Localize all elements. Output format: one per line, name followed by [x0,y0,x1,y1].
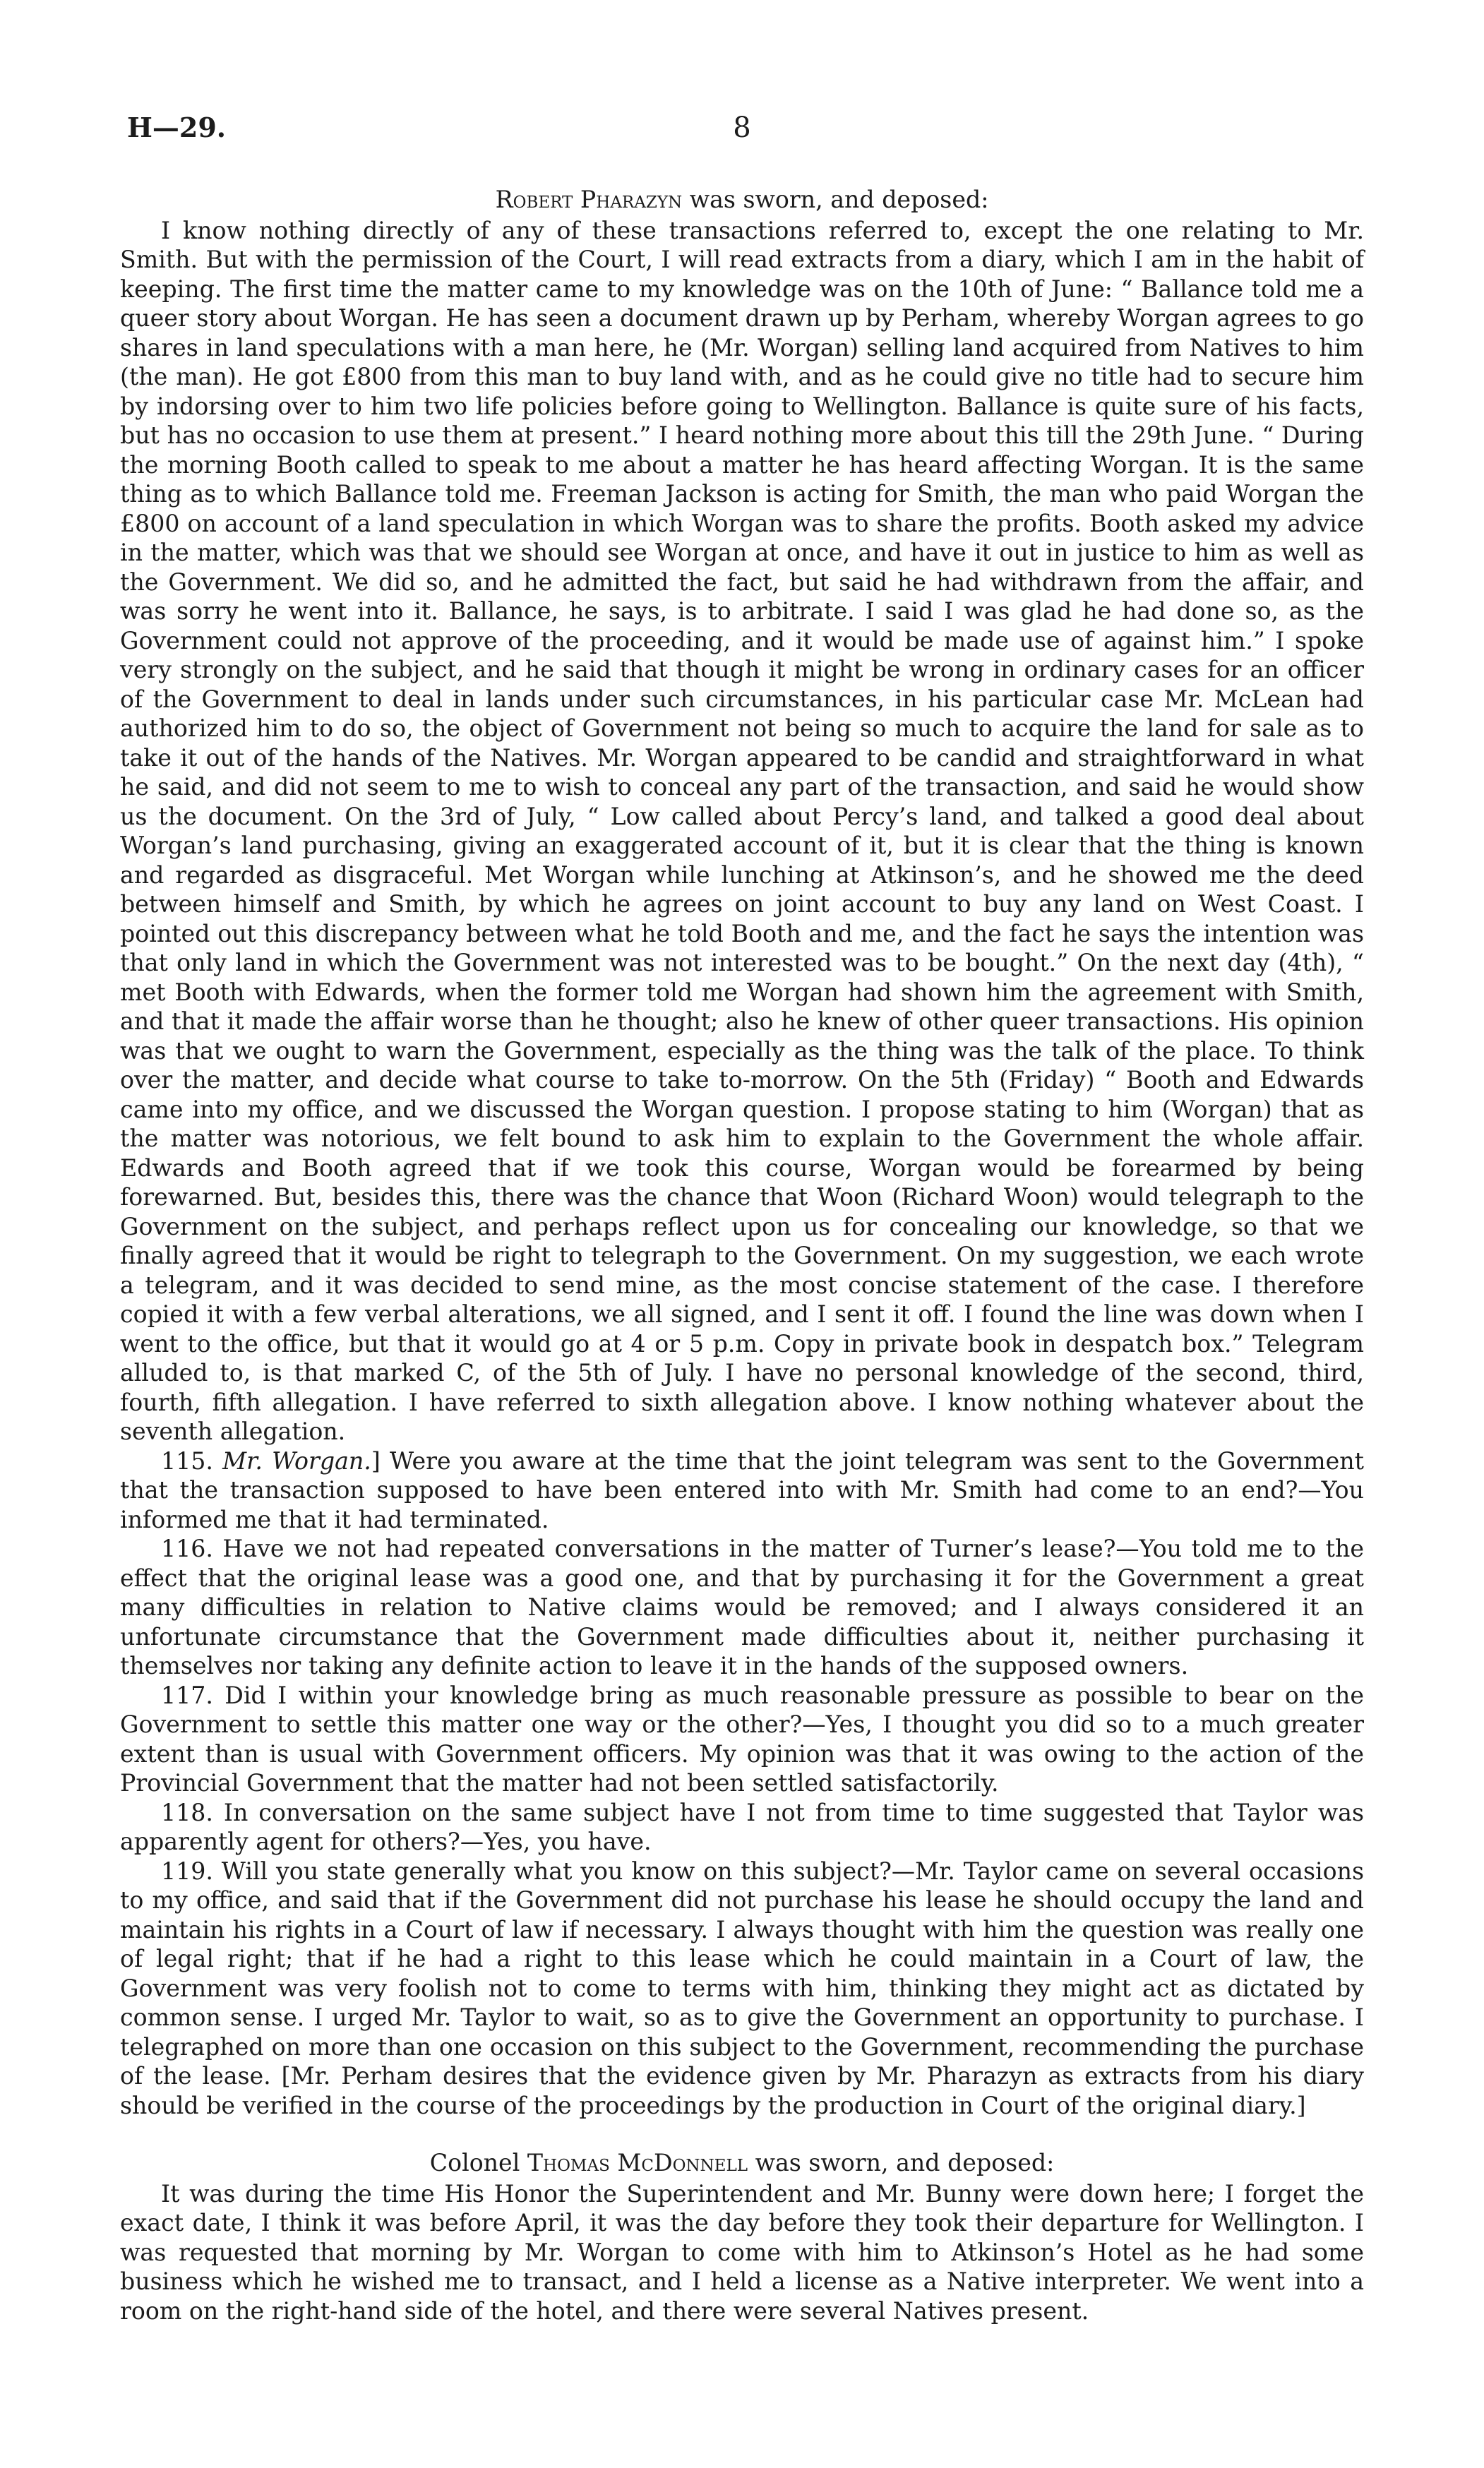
witness-heading-pharazyn [120,185,1364,215]
paragraph-q119: 119. Will you state generally what you know on this subject?—Mr. Taylor came on several occasions to my office, and said that if the Government did not purchase his lease he should occupy the land and maintain his rights in a Court of law if necessary. I always thought with him the question was really one of legal right; that if he had a right to this lease which he could maintain in a Court of law, the Government was very foolish not to come to terms with him, thinking they might act as dictated by common sense. I urged Mr. Taylor to wait, so as to give the Government an opportunity to purchase. I telegraphed on more than one occasion on this subject to the Government, recommending the purchase of the lease. [Mr. Perham desires that the evidence given by Mr. Pharazyn as extracts from his diary should be verified in the course of the proceedings by the production in Court of the original diary.] [120,1857,1364,2119]
page-header [127,112,1357,154]
witness-name: Robert Pharazyn [495,186,683,213]
document-body [120,185,1364,2325]
paragraph-q117: 117. Did I within your knowledge bring as much reasonable pressure as possible to bear on the Government to settle this matter one way or the other?—Yes, I thought you did so to a much greater extent than is usual with Government officers. My opinion was that it was owing to the action of the Provincial Government that the matter had not been settled satisfactorily. [120,1681,1364,1797]
paragraph-q116: 116. Have we not had repeated conversations in the matter of Turner’s lease?—You told me to the effect that the original lease was a good one, and that by purchasing it for the Government a great many difficulties in relation to Native claims would be removed; and I always considered it an unfortunate circumstance that the Government made difficulties about it, neither purchasing it themselves nor taking any definite action to leave it in the hands of the supposed owners. [120,1535,1364,1679]
paragraph: It was during the time His Honor the Superintendent and Mr. Bunny were down here; I forget the exact date, I think it was before April, it was the day before they took their departure for Wellington. I was requested that morning by Mr. Worgan to come with him to Atkinson’s Hotel as he had some business which he wished me to transact, and I held a license as a Native interpreter. We went into a room on the right-hand side of the hotel, and there were several Natives present. [120,2179,1364,2325]
witness-title: Colonel [429,2149,527,2176]
speaker: Mr. Worgan. [222,1446,371,1475]
paragraph-q118: 118. In conversation on the same subject have I not from time to time suggested that Taylor was apparently agent for others?—Yes, you have. [120,1798,1364,1855]
paragraph-q115 [120,1446,1364,1535]
paragraph: I know nothing directly of any of these transactions referred to, except the one relating to Mr. Smith. But with the permission of the Court, I will read extracts from a diary, which I am in the habit of keeping. The first time the matter came to my knowledge was on the 10th of June: “ Ballance told me a queer story about Worgan. He has seen a document drawn up by Perham, whereby Worgan agrees to go shares in land speculations with a man here, he (Mr. Worgan) selling land acquired from Natives to him (the man). He got £800 from this man to buy land with, and as he could give no title had to secure him by indorsing over to him two life policies before going to Wellington. Ballance is quite sure of his facts, but has no occasion to use them at present.” I heard nothing more about this till the 29th June. “ During the morning Booth called to speak to me about a matter he has heard affecting Worgan. It is the same thing as to which Ballance told me. Freeman Jackson is acting for Smith, the man who paid Worgan the £800 on account of a land speculation in which Worgan was to share the profits. Booth asked my advice in the matter, which was that we should see Worgan at once, and have it out in justice to him as well as the Government. We did so, and he admitted the fact, but said he had withdrawn from the affair, and was sorry he went into it. Ballance, he says, is to arbitrate. I said I was glad he had done so, as the Government could not approve of the proceeding, and it would be made use of against him.” I spoke very strongly on the subject, and he said that though it might be wrong in ordinary cases for an officer of the Government to deal in lands under such circumstances, in his particular case Mr. McLean had authorized him to do so, the object of Government not being so much to acquire the land for sale as to take it out of the hands of the Natives. Mr. Worgan appeared to be candid and straightforward in what he said, and did not seem to me to wish to conceal any part of the transaction, and said he would show us the document. On the 3rd of July, “ Low called about Percy’s land, and talked a good deal about Worgan’s land purchasing, giving an exaggerated account of it, but it is clear that the thing is known and regarded as disgraceful. Met Worgan while lunching at Atkinson’s, and he showed me the deed between himself and Smith, by which he agrees on joint account to buy any land on West Coast. I pointed out this discrepancy between what he told Booth and me, and the fact he says the intention was that only land in which the Government was not interested was to be bought.” On the next day (4th), “ met Booth with Edwards, when the former told me Worgan had shown him the agreement with Smith, and that it made the affair worse than he thought; also he knew of other queer transactions. His opinion was that we ought to warn the Government, especially as the thing was the talk of the place. To think over the matter, and decide what course to take to-morrow. On the 5th (Friday) “ Booth and Edwards came into my office, and we discussed the Worgan question. I propose stating to him (Worgan) that as the matter was notorious, we felt bound to ask him to explain to the Government the whole affair. Edwards and Booth agreed that if we took this course, Worgan would be forearmed by being forewarned. But, besides this, there was the chance that Woon (Richard Woon) would telegraph to the Government on the subject, and perhaps reflect upon us for concealing our knowledge, so that we finally agreed that it would be right to telegraph to the Government. On my suggestion, we each wrote a telegram, and it was decided to send mine, as the most concise statement of the case. I therefore copied it with a few verbal alterations, we all signed, and I sent it off. I found the line was down when I went to the office, but that it would go at 4 or 5 p.m. Copy in private book in despatch box.” Telegram alluded to, is that marked C, of the 5th of July. I have no personal knowledge of the second, third, fourth, fifth allegation. I have referred to sixth allegation above. I know nothing whatever about the seventh allegation. [120,216,1364,1445]
sworn-text: was sworn, and deposed: [682,186,989,213]
question-number: 115. [161,1446,223,1475]
sworn-text: was sworn, and deposed: [748,2149,1055,2176]
witness-name: Thomas McDonnell [527,2149,748,2176]
page-number: 8 [733,112,751,144]
document-reference: H—29. [127,112,227,143]
question-text: ] Were you aware at the time that the joint telegram was sent to the Government that the transaction supposed to have been entered into with Mr. Smith had come to an end?—You informed me that it had terminated. [120,1446,1364,1533]
witness-heading-mcdonnell [120,2148,1364,2178]
